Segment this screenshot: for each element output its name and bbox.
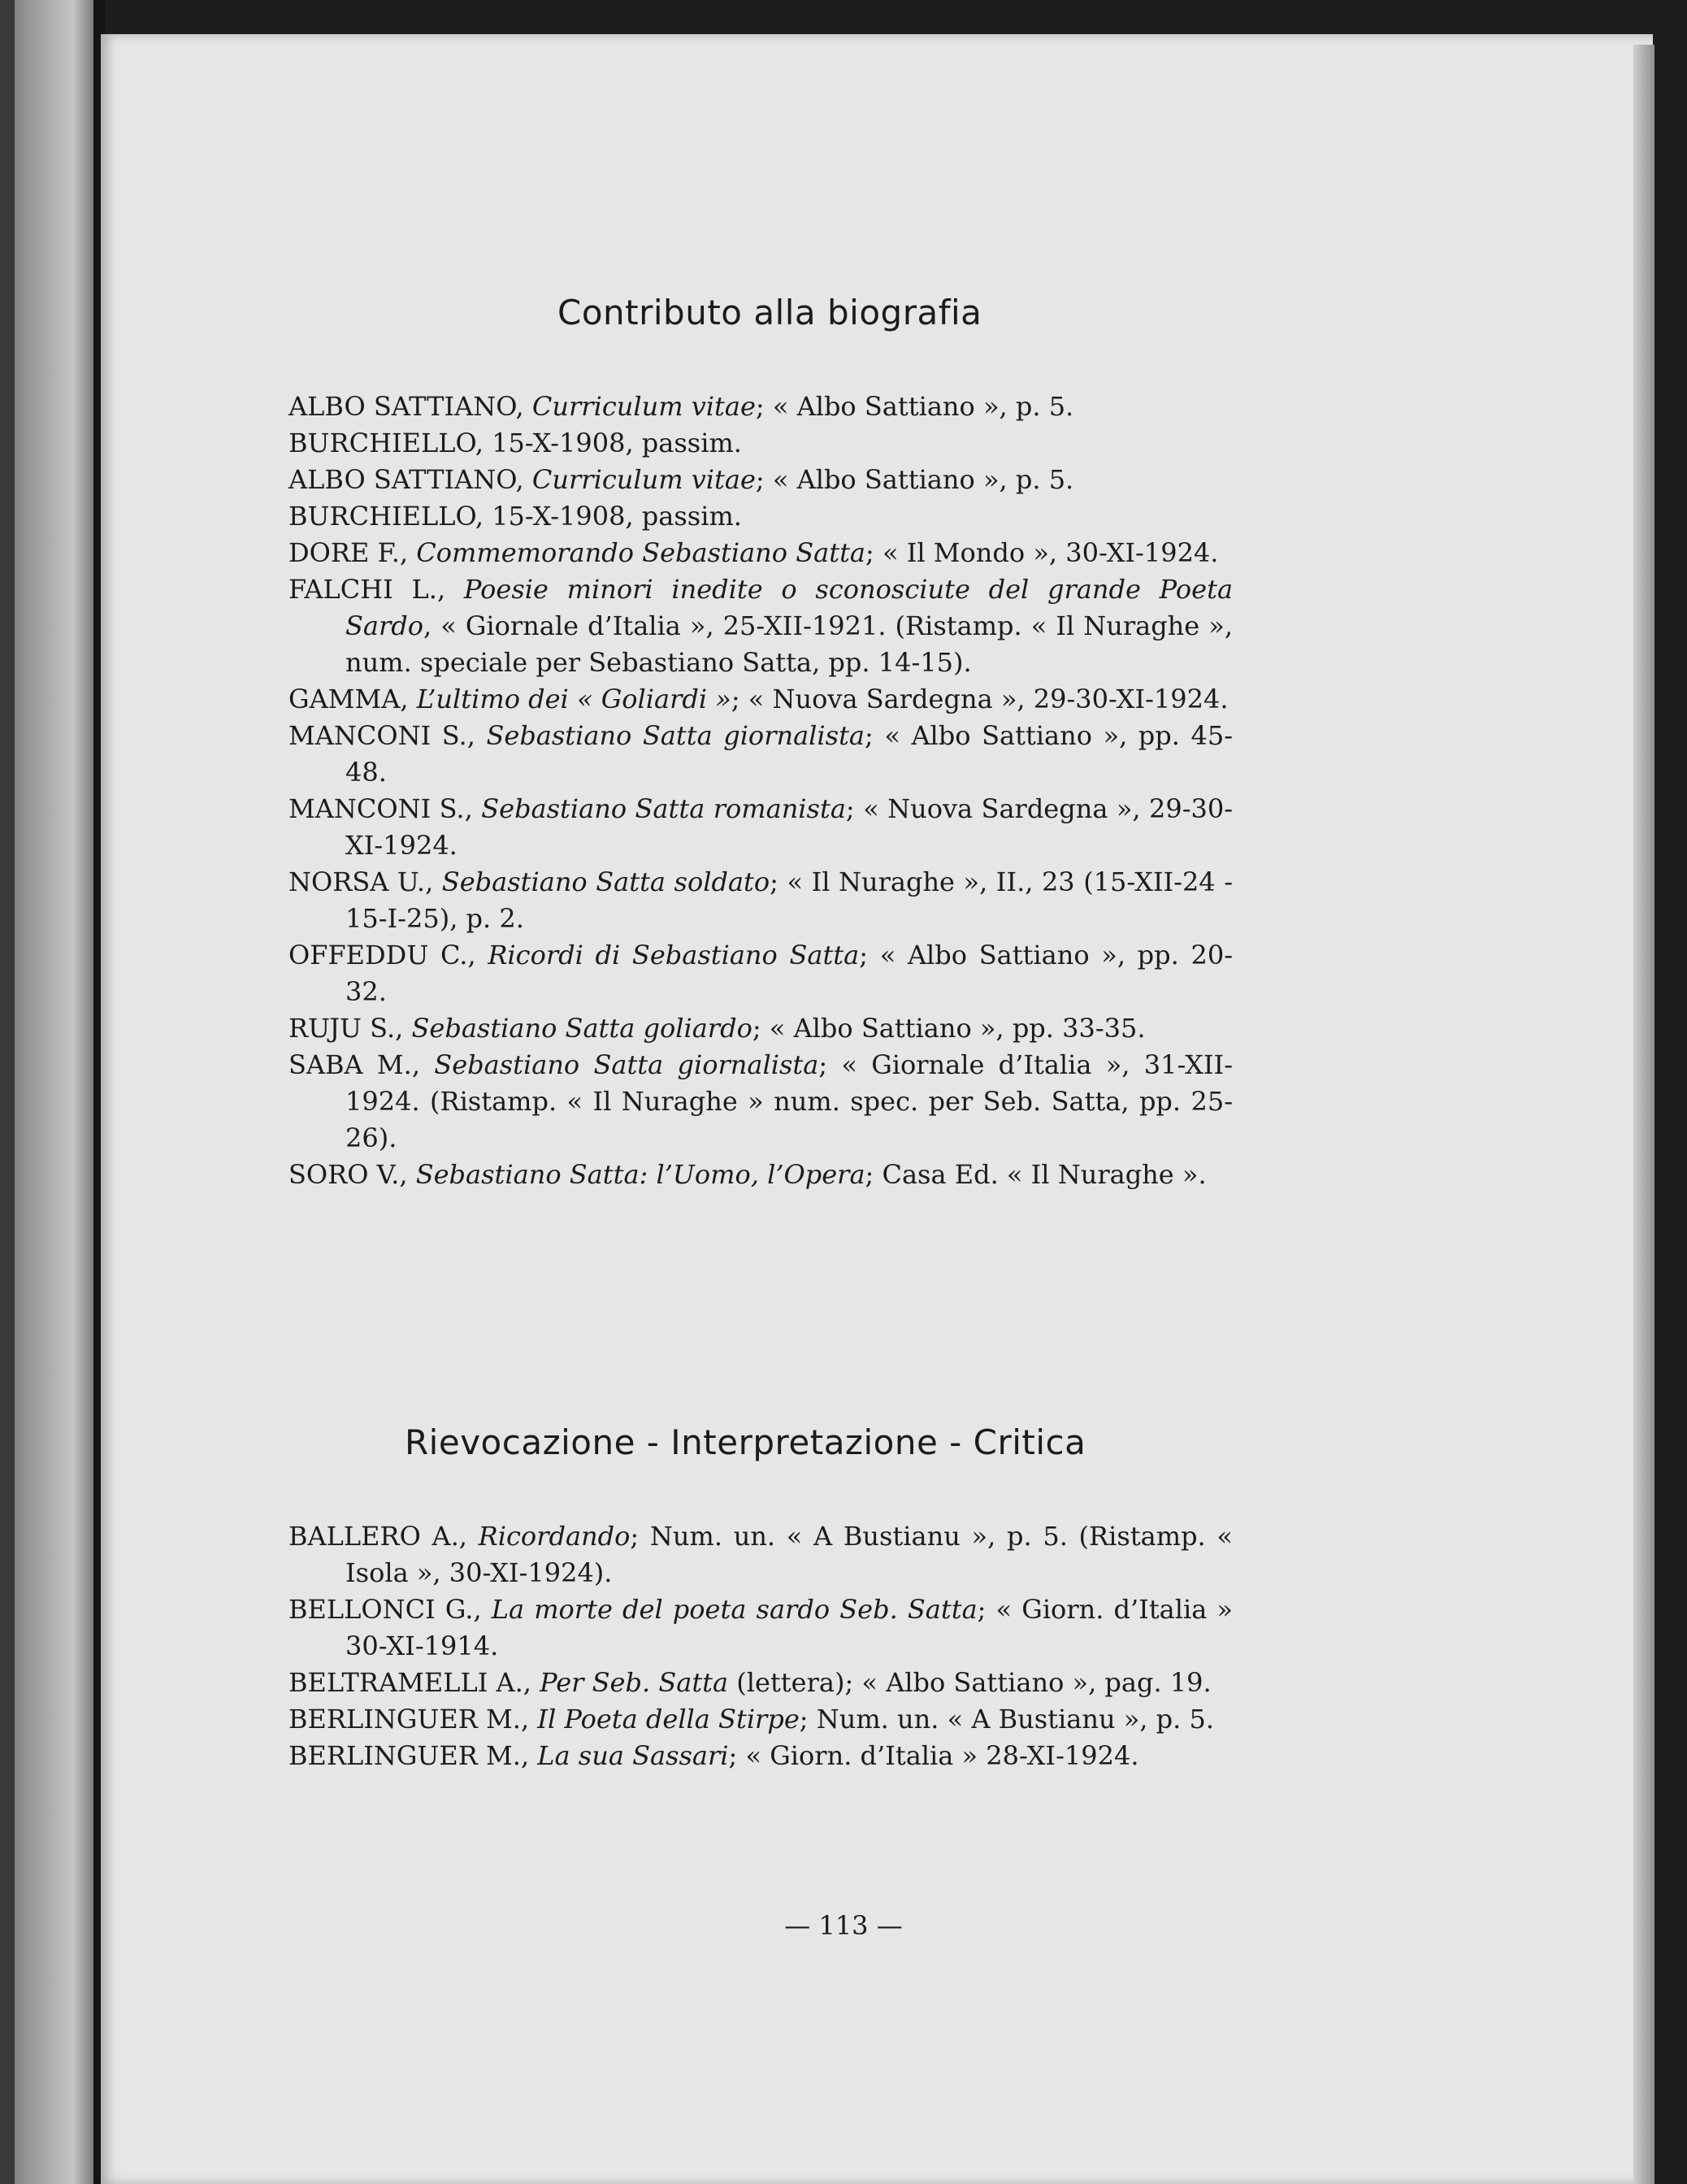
entry-details: ; « Il Mondo », 30-XI-1924. — [865, 537, 1219, 568]
bibliography-entry — [288, 498, 1233, 535]
entry-details: 15-X-1908, passim. — [492, 428, 742, 458]
bibliography-entry — [288, 1047, 1233, 1157]
entry-title: Poesie minori inedite o sconosciute del grande Poeta Sardo — [345, 574, 1234, 641]
entry-author: BERLINGUER M., — [288, 1740, 530, 1771]
bibliography-entry — [288, 718, 1233, 791]
bibliography-entry — [288, 937, 1233, 1010]
entry-details: ; Num. un. « A Bustianu », p. 5. — [799, 1704, 1214, 1735]
entry-author: BELLONCI G., — [288, 1594, 482, 1625]
entry-author: BURCHIELLO, — [288, 428, 484, 458]
bibliography-entry — [288, 681, 1233, 718]
entry-author: BELTRAMELLI A., — [288, 1667, 531, 1698]
entry-title: Curriculum vitae — [531, 464, 756, 495]
bibliography-entry — [288, 389, 1233, 425]
entry-title: Sebastiano Satta: l’Uomo, l’Opera — [415, 1159, 865, 1190]
page-edge — [1633, 45, 1654, 2184]
entry-author: BURCHIELLO, — [288, 501, 484, 532]
bibliography-entry — [288, 1157, 1233, 1193]
bibliography-entry — [288, 1738, 1233, 1774]
entry-author: SORO V., — [288, 1159, 408, 1190]
entry-title: La morte del poeta sardo Seb. Satta — [491, 1594, 978, 1625]
bibliography-entry — [288, 425, 1233, 462]
facing-page-edge — [0, 0, 104, 2184]
entry-author: SABA M., — [288, 1049, 421, 1080]
entry-author: MANCONI S., — [288, 793, 473, 824]
entry-title: Per Seb. Satta — [540, 1667, 729, 1698]
entry-details: ; Num. un. « A Bustianu », p. 5. (Ristamp. « Isola », 30-XI-1924). — [345, 1521, 1234, 1588]
entry-title: Sebastiano Satta soldato — [441, 866, 770, 897]
entry-title: L’ultimo dei « Goliardi » — [416, 684, 731, 714]
entry-author: OFFEDDU C., — [288, 940, 476, 970]
entry-details: ; « Albo Sattiano », pp. 45-48. — [345, 720, 1234, 788]
entry-details: ; « Albo Sattiano », pp. 33-35. — [752, 1013, 1146, 1044]
entry-details: ; Casa Ed. « Il Nuraghe ». — [865, 1159, 1207, 1190]
entry-author: ALBO SATTIANO, — [288, 464, 524, 495]
entry-author: NORSA U., — [288, 866, 434, 897]
entry-details: 15-X-1908, passim. — [492, 501, 742, 532]
book-spine-shadow — [0, 0, 15, 2184]
section-title: Contributo alla biografia — [557, 293, 982, 332]
entry-details: ; « Giorn. d’Italia » 30-XI-1914. — [345, 1594, 1234, 1661]
bibliography-entry — [288, 535, 1233, 571]
bibliography-entry — [288, 1701, 1233, 1738]
bibliography-entry — [288, 571, 1233, 681]
bibliography-entry — [288, 462, 1233, 498]
bibliography-entry — [288, 1518, 1233, 1591]
entry-author: GAMMA, — [288, 684, 409, 714]
bibliography-entry — [288, 1665, 1233, 1701]
entry-author: BALLERO A., — [288, 1521, 467, 1552]
entry-author: BERLINGUER M., — [288, 1704, 530, 1735]
entry-details: ; « Nuova Sardegna », 29-30-XI-1924. — [345, 793, 1234, 861]
entry-author: DORE F., — [288, 537, 409, 568]
entry-author: RUJU S., — [288, 1013, 404, 1044]
entry-title: Sebastiano Satta romanista — [481, 793, 846, 824]
entry-title: Ricordi di Sebastiano Satta — [488, 940, 860, 970]
entry-author: ALBO SATTIANO, — [288, 391, 524, 422]
entry-author: MANCONI S., — [288, 720, 475, 751]
bibliography-entry — [288, 1591, 1233, 1665]
entry-details: ; « Albo Sattiano », p. 5. — [755, 464, 1074, 495]
section-title: Rievocazione - Interpretazione - Critica — [405, 1422, 1086, 1462]
entry-details: ; « Giorn. d’Italia » 28-XI-1924. — [728, 1740, 1139, 1771]
entry-title: Il Poeta della Stirpe — [537, 1704, 800, 1735]
entry-title: Sebastiano Satta giornalista — [486, 720, 865, 751]
entry-details: , « Giornale d’Italia », 25-XII-1921. (Ristamp. « Il Nuraghe », num. speciale per Sebastiano Satta, pp. 14-15). — [345, 610, 1233, 678]
entry-author: FALCHI L., — [288, 574, 446, 605]
entry-details: (lettera); « Albo Sattiano », pag. 19. — [728, 1667, 1212, 1698]
entry-title: Commemorando Sebastiano Satta — [416, 537, 865, 568]
entry-details: ; « Il Nuraghe », II., 23 (15-XII-24 - 15-I-25), p. 2. — [345, 866, 1234, 934]
entry-title: Curriculum vitae — [531, 391, 756, 422]
entry-title: Sebastiano Satta giornalista — [434, 1049, 819, 1080]
entry-title: Ricordando — [478, 1521, 631, 1552]
entry-details: ; « Giornale d’Italia », 31-XII-1924. (Ristamp. « Il Nuraghe » num. spec. per Seb. Satta, pp. 25-26). — [345, 1049, 1234, 1153]
entry-details: ; « Albo Sattiano », pp. 20-32. — [345, 940, 1234, 1007]
bibliography-entry — [288, 864, 1233, 937]
page-number: — 113 — — [784, 1910, 903, 1941]
entry-details: ; « Nuova Sardegna », 29-30-XI-1924. — [731, 684, 1229, 714]
bibliography-entry — [288, 1010, 1233, 1047]
bibliography-entry — [288, 791, 1233, 864]
entry-title: Sebastiano Satta goliardo — [411, 1013, 752, 1044]
entry-title: La sua Sassari — [537, 1740, 729, 1771]
entry-details: ; « Albo Sattiano », p. 5. — [755, 391, 1074, 422]
